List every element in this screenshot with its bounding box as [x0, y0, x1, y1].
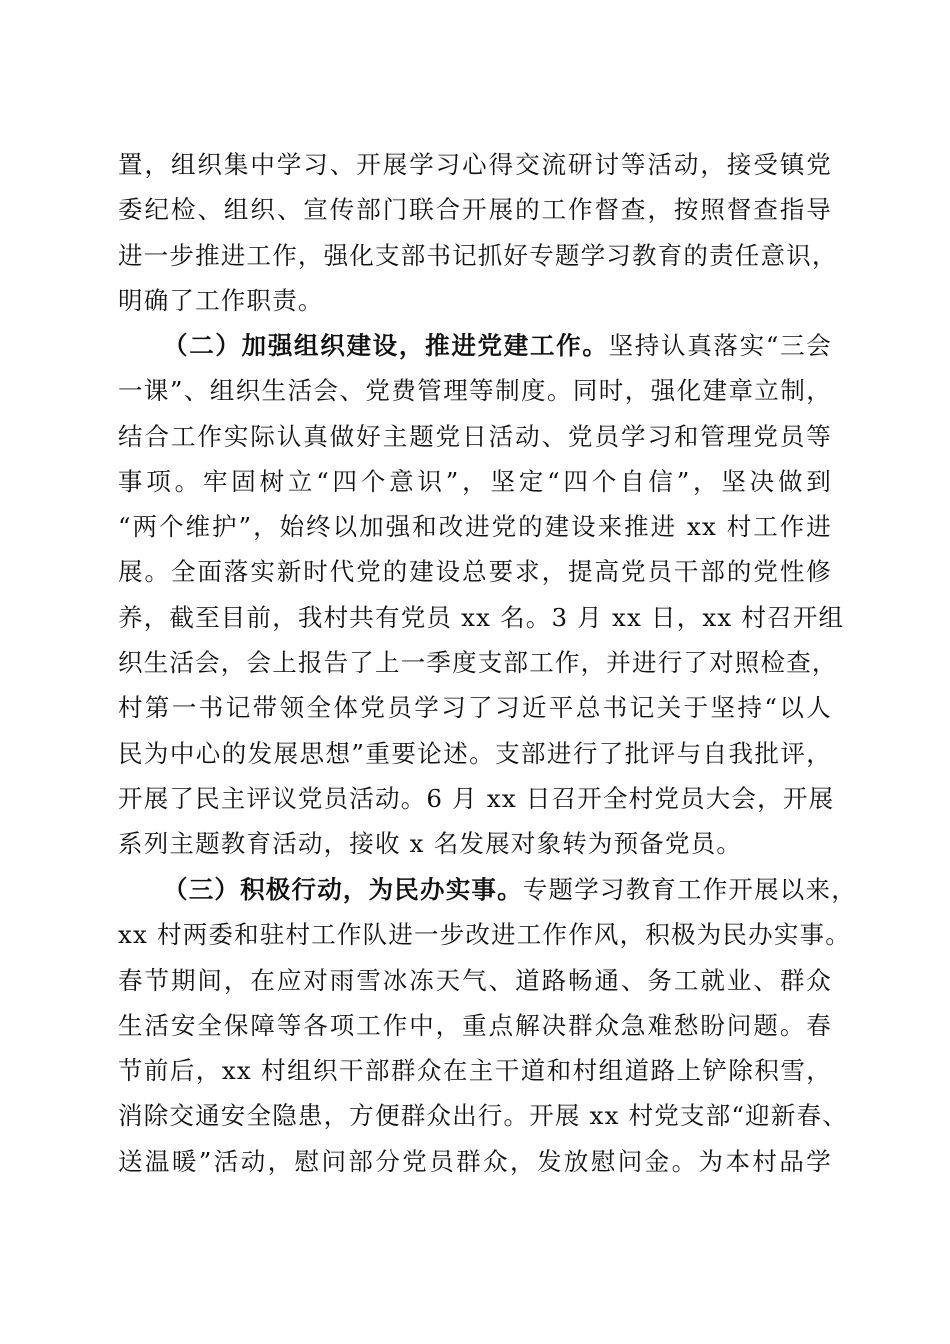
paragraph-3-first-line — [118, 867, 857, 912]
paragraph-2-line: 系列主题教育活动，接收 x 名发展对象转为预备党员。 — [118, 829, 743, 859]
paragraph-3-line: 消除交通安全隐患，方便群众出行。开展 xx 村党支部“迎新春、 — [118, 1101, 848, 1131]
paragraph-3-line: xx 村两委和驻村工作队进一步改进工作作风，积极为民办实事。 — [118, 920, 851, 950]
paragraph-2-first-line-text: 坚持认真落实“三会 — [608, 331, 833, 360]
paragraph-2-line: 养，截至目前，我村共有党员 xx 名。3 月 xx 日，xx 村召开组 — [118, 602, 845, 632]
paragraph-2-line: 展。全面落实新时代党的建设总要求，提高党员干部的党性修 — [118, 557, 832, 587]
paragraph-2-line: 村第一书记带领全体党员学习了习近平总书记关于坚持“以人 — [118, 693, 832, 723]
paragraph-3-line: 送温暖”活动，慰问部分党员群众，发放慰问金。为本村品学 — [118, 1146, 832, 1176]
paragraph-2 — [118, 323, 845, 867]
paragraph-3 — [118, 867, 857, 1184]
paragraph-1-line: 明确了工作职责。 — [118, 285, 324, 315]
paragraph-1-line: 置，组织集中学习、开展学习心得交流研讨等活动，接受镇党 — [118, 150, 832, 179]
paragraph-2-first-line — [118, 323, 832, 368]
section-heading-2: （二）加强组织建设，推进党建工作。 — [163, 331, 609, 360]
paragraph-1-line: 进一步推进工作，强化支部书记抓好专题学习教育的责任意识， — [118, 240, 838, 270]
paragraph-2-line: 民为中心的发展思想”重要论述。支部进行了批评与自我批评， — [118, 738, 832, 768]
paragraph-2-line: 一课”、组织生活会、党费管理等制度。同时，强化建章立制， — [118, 376, 832, 406]
paragraph-1-line: 委纪检、组织、宣传部门联合开展的工作督查，按照督查指导 — [118, 195, 832, 225]
section-heading-3: （三）积极行动，为民办实事。 — [163, 875, 523, 904]
paragraph-2-line: 事项。牢固树立“四个意识”，坚定“四个自信”，坚决做到 — [118, 466, 832, 496]
paragraph-3-first-line-text: 专题学习教育工作开展以来， — [522, 875, 857, 904]
paragraph-3-line: 生活安全保障等各项工作中，重点解决群众急难愁盼问题。春 — [118, 1010, 832, 1040]
paragraph-2-line: 织生活会，会上报告了上一季度支部工作，并进行了对照检查， — [118, 648, 838, 678]
paragraph-3-line: 春节期间，在应对雨雪冰冻天气、道路畅通、务工就业、群众 — [118, 965, 832, 995]
paragraph-2-line: “两个维护”，始终以加强和改进党的建设来推进 xx 村工作进 — [118, 512, 832, 542]
paragraph-1 — [118, 142, 838, 323]
paragraph-3-line: 节前后，xx 村组织干部群众在主干道和村组道路上铲除积雪， — [118, 1056, 832, 1086]
paragraph-2-line: 开展了民主评议党员活动。6 月 xx 日召开全村党员大会，开展 — [118, 783, 835, 813]
paragraph-2-line: 结合工作实际认真做好主题党日活动、党员学习和管理党员等 — [118, 421, 832, 451]
